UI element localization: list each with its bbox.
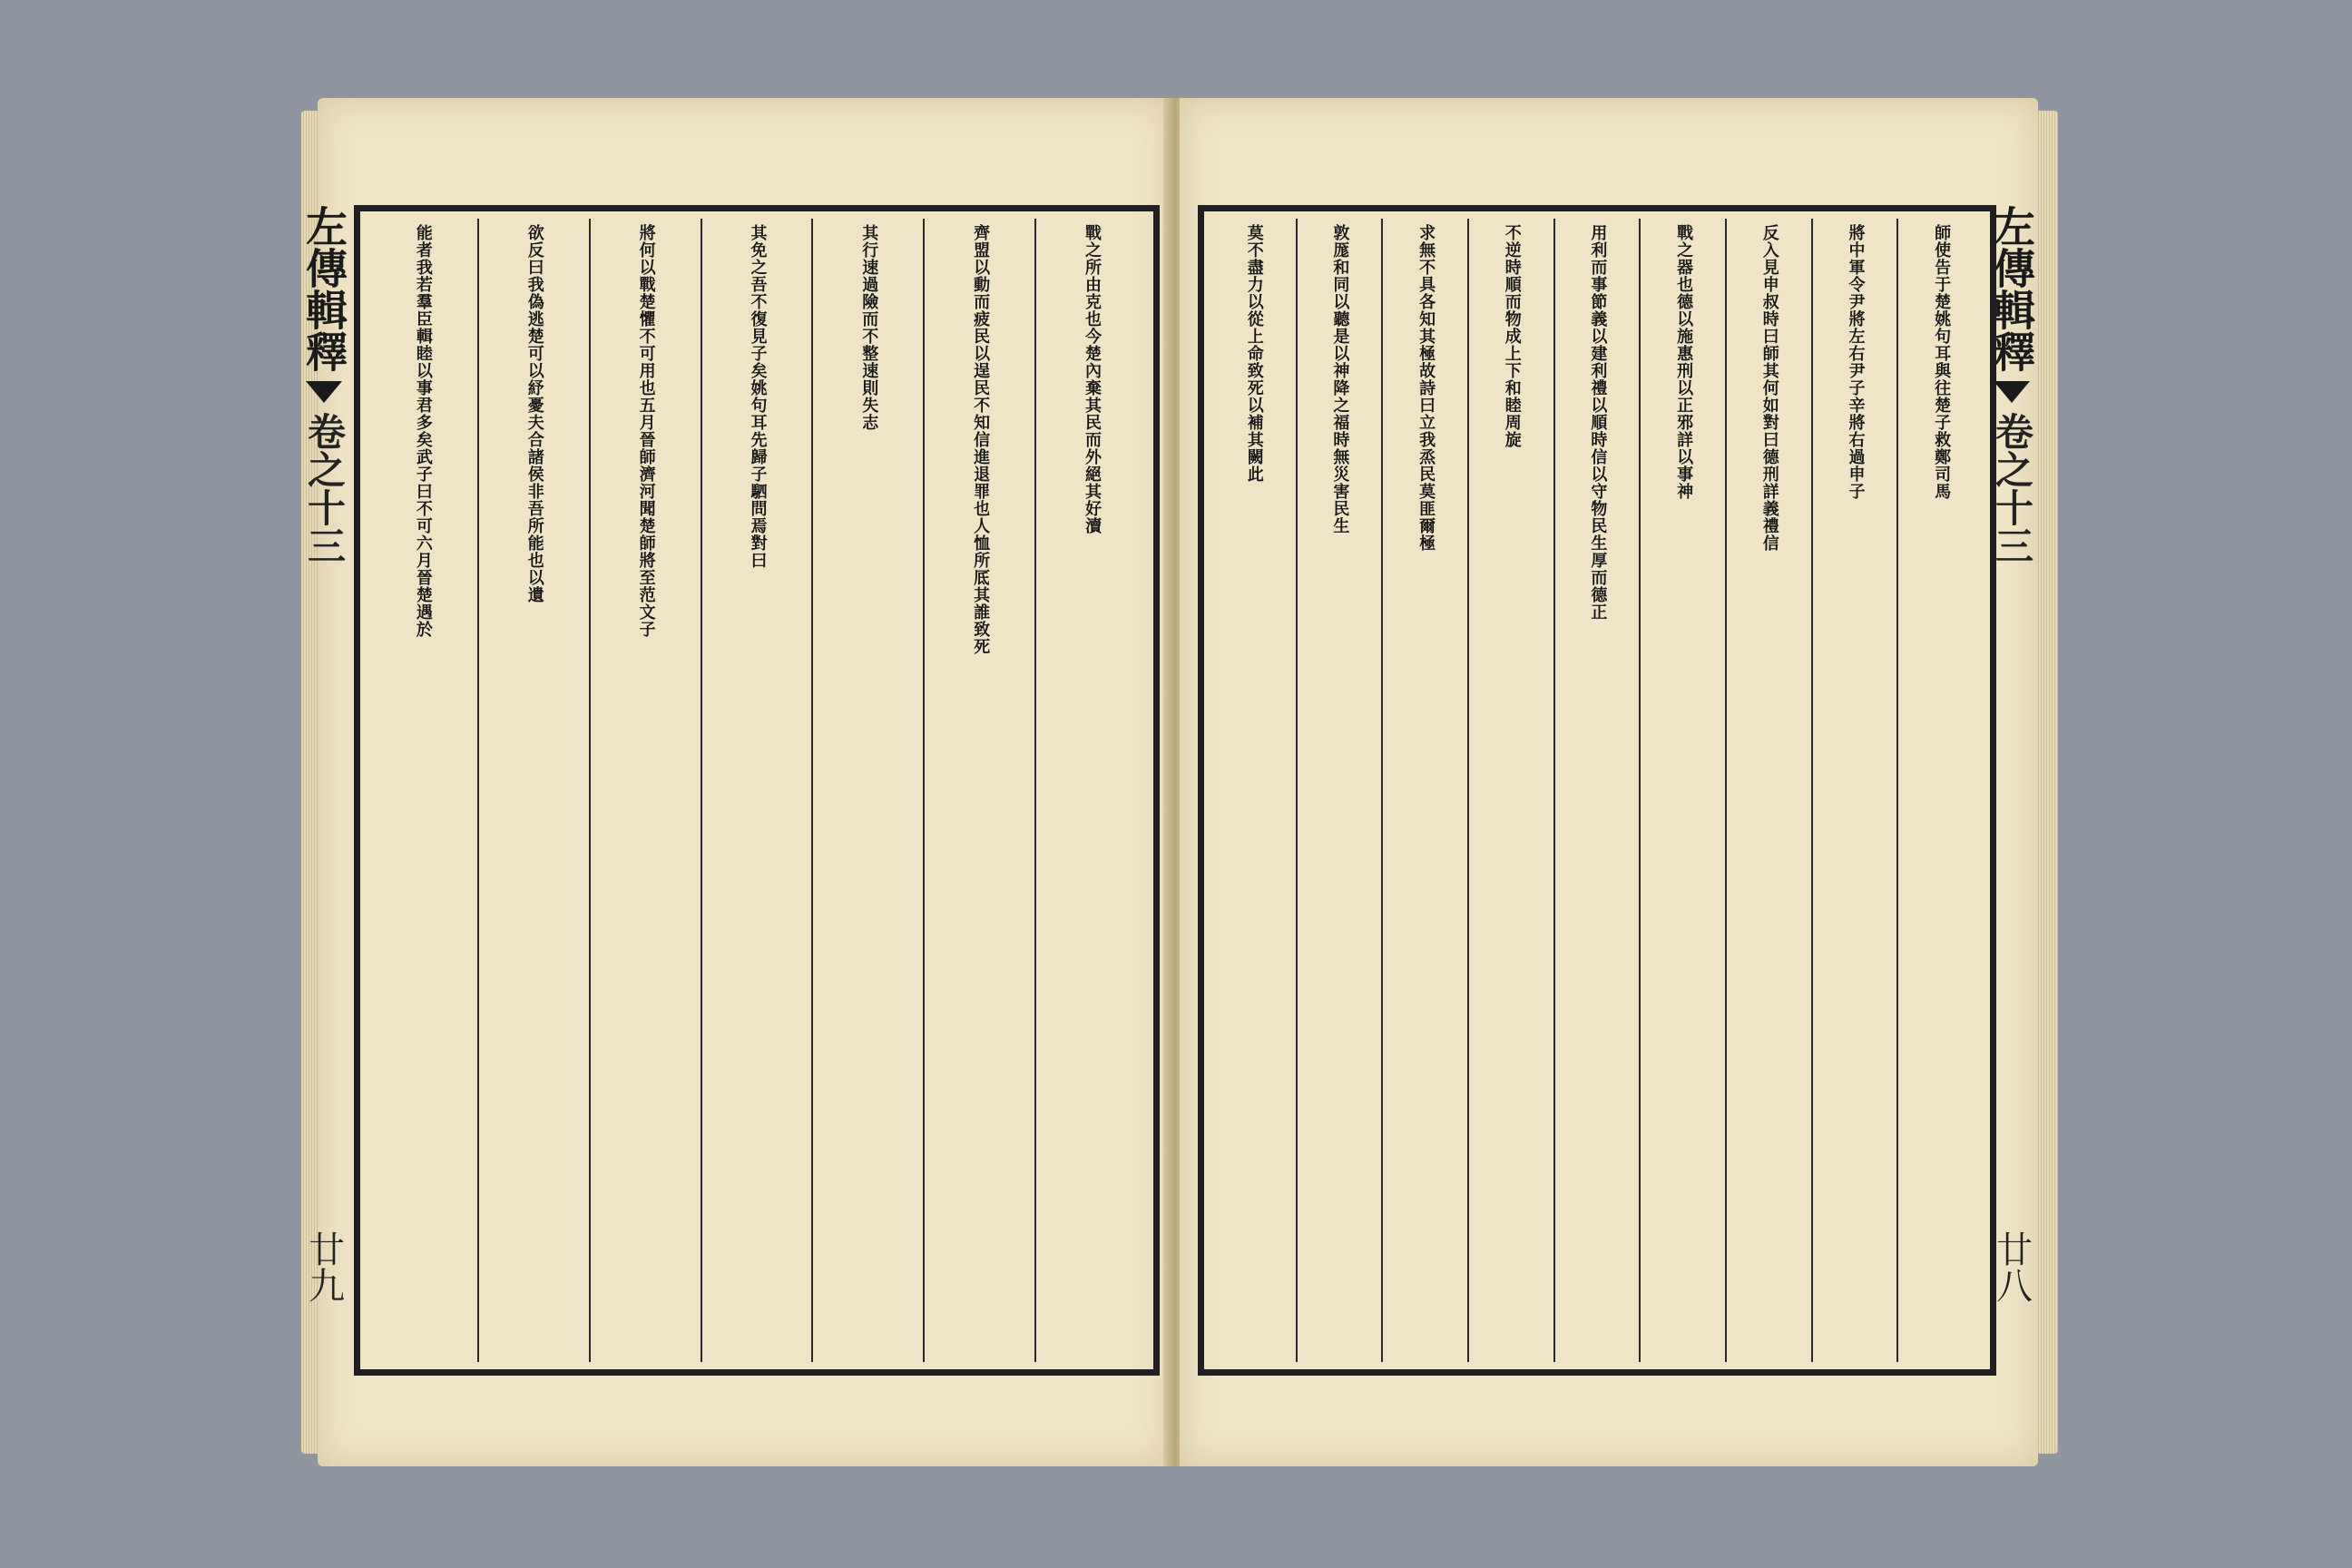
- left-text-column: 其行速過險而不整速則失志: [811, 219, 923, 1362]
- right-text-column: 反入見申叔時曰師其何如對曰德刑詳義禮信: [1725, 219, 1811, 1362]
- open-book: [299, 98, 2038, 1466]
- book-title: 左傳輯釋: [1987, 205, 2036, 372]
- left-page-header: [296, 205, 352, 1376]
- right-text-column: 將中軍令尹將左右尹子辛將右過申子: [1811, 219, 1897, 1362]
- left-text-column: 其免之吾不復見子矣姚句耳先歸子駟問焉對曰: [701, 219, 812, 1362]
- page-number: 廿八: [1990, 1230, 2033, 1303]
- right-text-column: 戰之器也德以施惠刑以正邪詳以事神: [1639, 219, 1725, 1362]
- right-text-column: 不逆時順而物成上下和睦周旋: [1467, 219, 1553, 1362]
- left-page: [299, 98, 1171, 1466]
- right-text-column: 敦厖和同以聽是以神降之福時無災害民生: [1296, 219, 1382, 1362]
- left-text-frame: [354, 205, 1160, 1376]
- fishtail-mark: [1994, 381, 2030, 403]
- page-number: 廿九: [302, 1230, 345, 1303]
- right-text-column: 求無不具各知其極故詩曰立我烝民莫匪爾極: [1381, 219, 1467, 1362]
- book-title: 左傳輯釋: [299, 205, 348, 372]
- right-text-column: 莫不盡力以從上命致死以補其闕此: [1244, 224, 1264, 483]
- fishtail-mark: [306, 381, 342, 403]
- volume-label: 卷之十三: [1990, 412, 2034, 564]
- left-text-column: 能者我若羣臣輯睦以事君多矣武子曰不可六月晉楚遇於: [413, 224, 433, 638]
- left-text-column: 將何以戰楚懼不可用也五月晉師濟河聞楚師將至范文子: [589, 219, 701, 1362]
- right-text-column: 師使告于楚姚句耳與往楚子救鄭司馬: [1896, 219, 1983, 1362]
- left-text-column: 欲反曰我偽逃楚可以紓憂夫合諸侯非吾所能也以遺: [477, 219, 589, 1362]
- volume-label: 卷之十三: [302, 412, 347, 564]
- left-text-column: 戰之所由克也今楚內棄其民而外絕其好瀆: [1034, 219, 1146, 1362]
- left-text-column: 齊盟以動而疲民以逞民不知信進退罪也人恤所厎其誰致死: [923, 219, 1034, 1362]
- right-text-column: 用利而事節義以建利禮以順時信以守物民生厚而德正: [1553, 219, 1640, 1362]
- right-page-header: [1984, 205, 2040, 1376]
- right-page: [1180, 98, 2038, 1466]
- right-text-frame: [1198, 205, 1996, 1376]
